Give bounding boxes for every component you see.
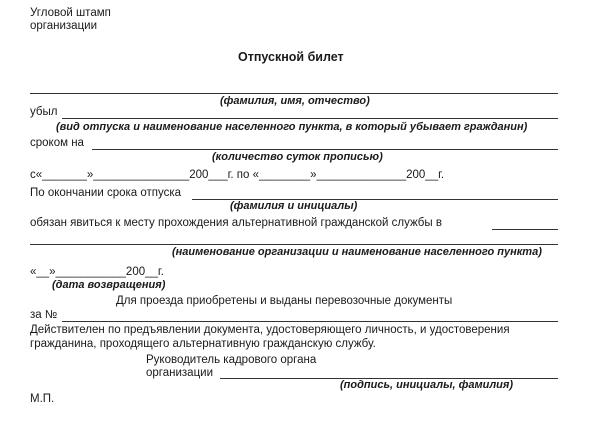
signature-caption: (подпись, инициалы, фамилия) bbox=[340, 379, 514, 391]
days-caption: (количество суток прописью) bbox=[212, 151, 383, 163]
validity-line-2: гражданина, проходящего альтернативную гражданскую службу. bbox=[30, 338, 376, 350]
seal-label: М.П. bbox=[30, 393, 55, 405]
org-caption: (наименование организации и наименование населенного пункта) bbox=[172, 246, 542, 258]
head-title-line-1: Руководитель кадрового органа bbox=[146, 354, 317, 366]
obliged-line bbox=[492, 229, 558, 230]
head-title-line-2: организации bbox=[146, 367, 214, 379]
period-row: с«_______»_______________200___г. по «________»______________200__г. bbox=[30, 169, 445, 181]
obliged-text: обязан явиться к месту прохождения альтернативной гражданской службы в bbox=[30, 217, 442, 229]
after-leave-label: По окончании срока отпуска bbox=[30, 187, 182, 199]
initials-caption: (фамилия и инициалы) bbox=[230, 200, 358, 212]
transport-docs-text: Для проезда приобретены и выданы перевозочные документы bbox=[116, 295, 453, 307]
fio-line bbox=[30, 93, 558, 94]
number-label: за № bbox=[30, 309, 58, 321]
return-date-row: «__»___________200__г. bbox=[30, 266, 164, 278]
fio-caption: (фамилия, имя, отчество) bbox=[220, 95, 370, 107]
return-date-caption: (дата возвращения) bbox=[52, 279, 166, 291]
term-label: сроком на bbox=[30, 137, 84, 149]
number-line bbox=[62, 321, 558, 322]
validity-line-1: Действителен по предъявлении документа, удостоверяющего личность, и удостоверения bbox=[30, 324, 510, 336]
departed-label: убыл bbox=[30, 106, 58, 118]
org-line bbox=[30, 244, 558, 245]
term-line bbox=[92, 149, 558, 150]
stamp-line-2: организации bbox=[30, 20, 98, 32]
departed-line bbox=[62, 118, 558, 119]
leave-type-caption: (вид отпуска и наименование населенного пункта, в который убывает гражданин) bbox=[56, 121, 528, 133]
stamp-line-1: Угловой штамп bbox=[30, 7, 111, 19]
document-title: Отпускной билет bbox=[238, 50, 344, 64]
